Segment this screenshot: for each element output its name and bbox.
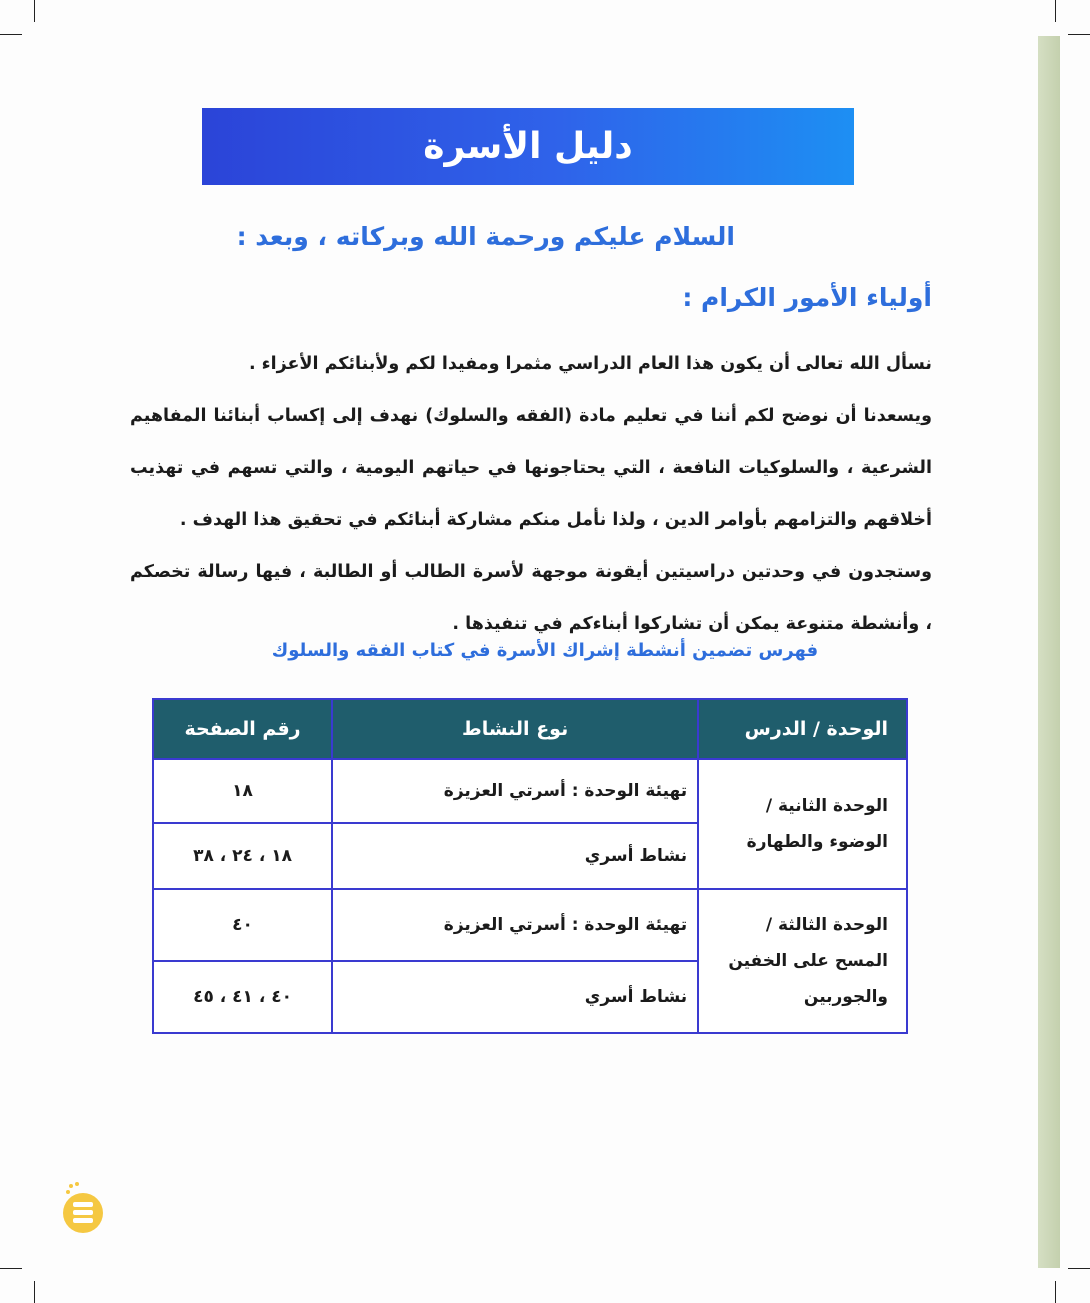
greeting-heading: السلام عليكم ورحمة الله وبركاته ، وبعد : (236, 222, 735, 251)
header-page: رقم الصفحة (153, 699, 332, 759)
header-activity: نوع النشاط (332, 699, 698, 759)
index-title: فهرس تضمين أنشطة إشراك الأسرة في كتاب الفقه والسلوك (271, 640, 819, 661)
page-cell: ٤٠ (153, 889, 332, 961)
header-unit: الوحدة / الدرس (698, 699, 907, 759)
unit-line: الوضوء والطهارة (746, 832, 888, 852)
unit-line: والجوربين (803, 987, 888, 1007)
paragraph: وستجدون في وحدتين دراسيتين أيقونة موجهة لأسرة الطالب أو الطالبة ، فيها رسالة تخصكم ، وأنشطة متنوعة يمكن أن تشاركوا أبناءكم في تنفيذها . (130, 562, 932, 634)
table-header-row (153, 699, 907, 759)
unit-line: الوحدة الثالثة / (765, 915, 888, 935)
unit-line: المسح على الخفين (728, 951, 888, 971)
activity-cell: نشاط أسري (332, 961, 698, 1033)
crop-mark (1068, 34, 1090, 35)
crop-mark (34, 0, 35, 22)
unit-line: الوحدة الثانية / (765, 796, 888, 816)
crop-mark (0, 34, 22, 35)
crop-mark (1068, 1268, 1090, 1269)
table-row (153, 759, 907, 823)
addressee-heading: أولياء الأمور الكرام : (682, 283, 932, 312)
unit-cell (698, 759, 907, 889)
decorative-side-strip (1038, 36, 1060, 1268)
title-banner (202, 108, 854, 185)
paragraph: ويسعدنا أن نوضح لكم أننا في تعليم مادة (الفقه والسلوك) نهدف إلى إكساب أبنائنا المفاهيم الشرعية ، والسلوكيات النافعة ، التي يحتاجونها في حياتهم اليومية ، والتي تسهم في تهذيب أخلاقهم والتزامهم بأوامر الدين ، ولذا نأمل منكم مشاركة أبنائكم في تحقيق هذا الهدف . (130, 406, 932, 530)
book-logo-icon (62, 1180, 104, 1234)
page-cell: ١٨ ، ٢٤ ، ٣٨ (153, 823, 332, 889)
page-cell: ٤٠ ، ٤١ ، ٤٥ (153, 961, 332, 1033)
crop-mark (1055, 1281, 1056, 1303)
activity-cell: تهيئة الوحدة : أسرتي العزيزة (332, 889, 698, 961)
activities-table (152, 698, 908, 1034)
page-cell: ١٨ (153, 759, 332, 823)
paragraph: نسأل الله تعالى أن يكون هذا العام الدراسي مثمرا ومفيدا لكم ولأبنائكم الأعزاء . (248, 354, 932, 374)
letter-body (130, 338, 932, 650)
table-row (153, 889, 907, 961)
unit-cell (698, 889, 907, 1033)
crop-mark (0, 1268, 22, 1269)
crop-mark (34, 1281, 35, 1303)
activity-cell: نشاط أسري (332, 823, 698, 889)
activity-cell: تهيئة الوحدة : أسرتي العزيزة (332, 759, 698, 823)
crop-mark (1055, 0, 1056, 22)
page-title: دليل الأسرة (423, 126, 633, 167)
